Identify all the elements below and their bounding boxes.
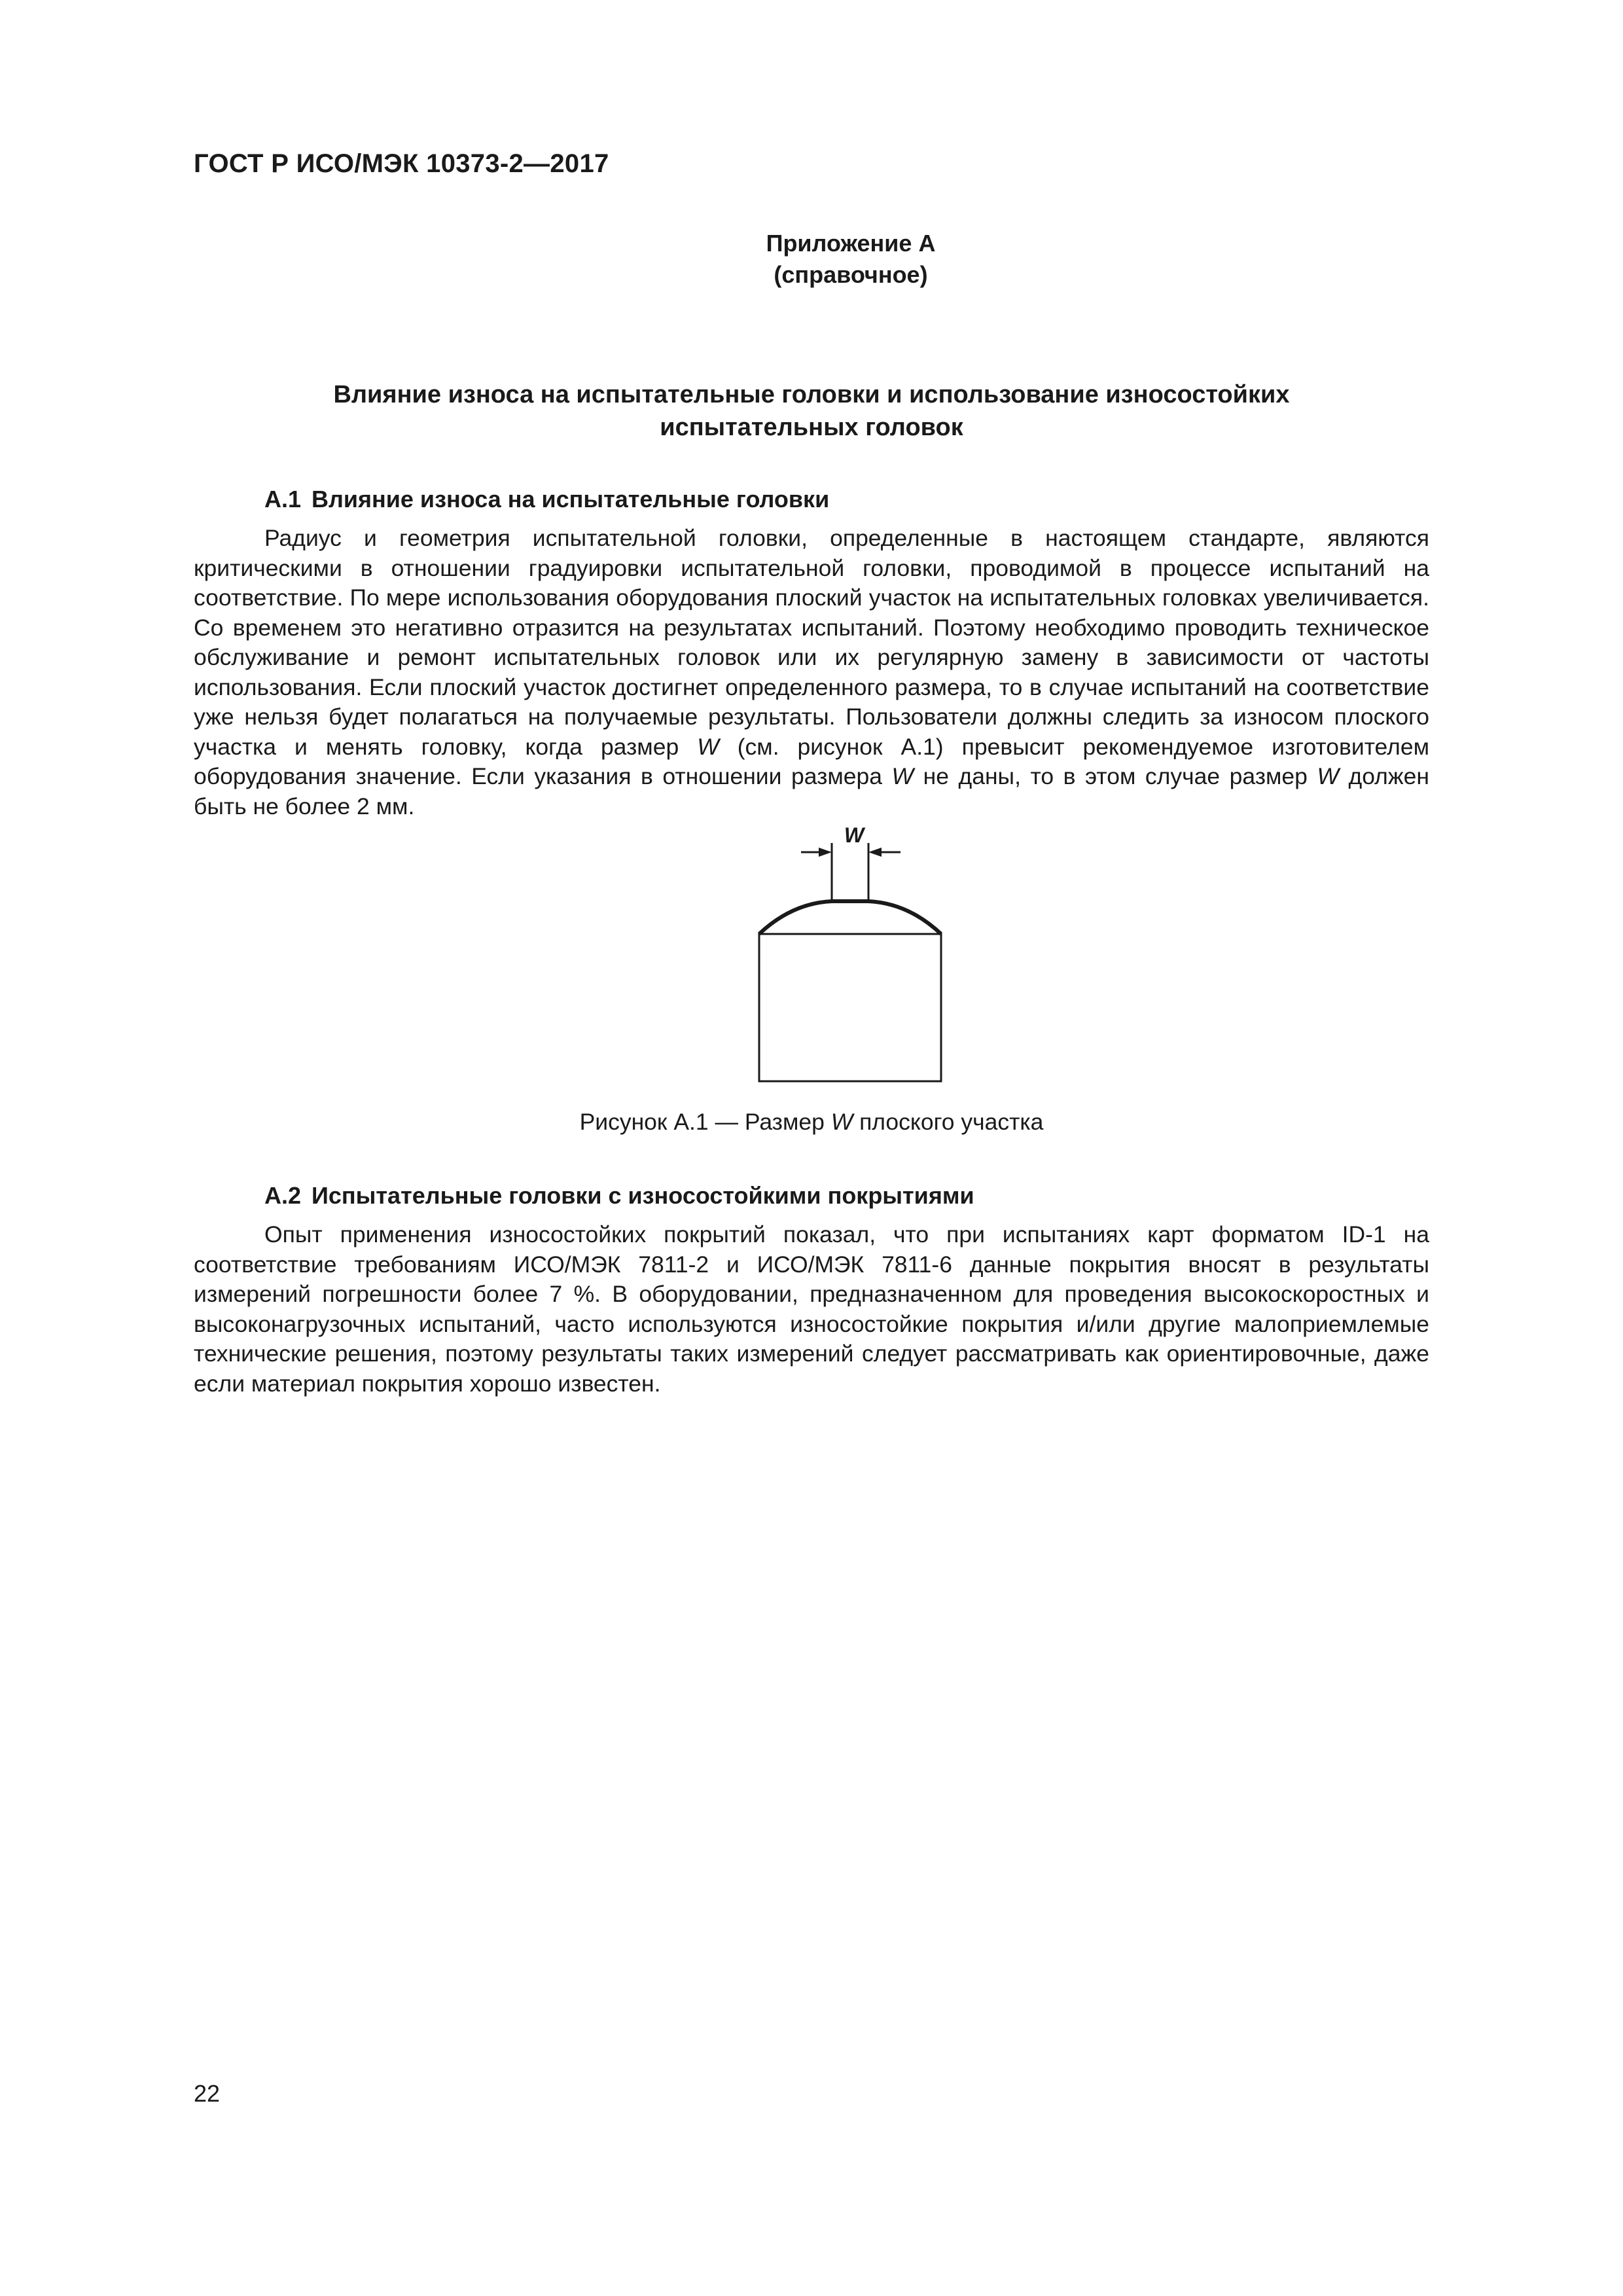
document-header: ГОСТ Р ИСО/МЭК 10373-2—2017	[194, 149, 609, 178]
caption-suffix: плоского участка	[853, 1109, 1044, 1135]
a1-text-part-3: не даны, то в этом случае размер	[914, 763, 1317, 789]
test-head-drawing	[746, 821, 942, 1083]
annex-title	[194, 378, 1429, 444]
annex-title-line-2: испытательных головок	[660, 414, 963, 441]
section-a1-title: Влияние износа на испытательные головки	[312, 486, 830, 512]
caption-var-w: W	[830, 1109, 853, 1135]
a1-text-part-4: должен быть не более 2 мм.	[194, 763, 1429, 819]
section-a1-paragraph	[194, 524, 1429, 821]
section-a1-heading	[264, 486, 829, 513]
a1-var-w-1: W	[697, 733, 719, 760]
dimension-arrow-right	[868, 848, 882, 857]
annex-label-block	[720, 228, 982, 291]
a1-text-part-1: Радиус и геометрия испытательной головки, определенные в настоящем стандарте, являются критическими в отношении градуировки испытательной головки, проводимой в процессе испытаний на соответствие. По мере использования оборудования плоский участок на испытательных головках увеличивается. Со временем это негативно отразится на результатах испытаний. Поэтому необходимо проводить техническое обслуживание и ремонт испытательных головок или их регулярную замену в зависимости от частоты использования. Если плоский участок достигнет определенного размера, то в случае испытаний на соответствие уже нельзя будет полагаться на получаемые результаты. Пользователи должны следить за износом плоского участка и менять головку, когда размер	[194, 525, 1429, 760]
section-a1-number: А.1	[264, 486, 302, 512]
a1-var-w-3: W	[1317, 763, 1339, 789]
dimension-arrow-left	[819, 848, 832, 857]
a1-text-part-2: (см. рисунок А.1) превысит рекомендуемое изготовителем оборудования значение. Если указания в отношении размера	[194, 733, 1429, 789]
caption-prefix: Рисунок А.1 — Размер	[579, 1109, 831, 1135]
dimension-w-label: W	[844, 823, 865, 847]
figure-a1-diagram	[746, 821, 942, 1083]
section-a2-paragraph: Опыт применения износостойких покрытий показал, что при испытаниях карт форматом ID-1 на соответствие требованиям ИСО/МЭК 7811-2 и ИСО/МЭК 7811-6 данные покрытия вносят в результаты измерений погрешности более 7 %. В оборудовании, предназначенном для проведения высокоскоростных и высоконагрузочных испытаний, часто используются износостойкие покрытия и/или другие малоприемлемые технические решения, поэтому результаты таких измерений следует рассматривать как ориентировочные, даже если материал покрытия хорошо известен.	[194, 1221, 1429, 1397]
annex-title-line-1: Влияние износа на испытательные головки и использование износостойких	[333, 381, 1290, 408]
head-body	[759, 934, 941, 1081]
section-a2-number: А.2	[264, 1182, 302, 1209]
dome-worn-profile	[759, 901, 941, 934]
annex-label: Приложение А	[766, 230, 936, 257]
a1-var-w-2: W	[891, 763, 914, 789]
figure-a1-caption	[194, 1109, 1429, 1136]
annex-status: (справочное)	[774, 261, 928, 288]
page-number: 22	[194, 2080, 221, 2107]
section-a2-title: Испытательные головки с износостойкими покрытиями	[312, 1182, 974, 1209]
section-a2-heading	[264, 1182, 974, 1210]
